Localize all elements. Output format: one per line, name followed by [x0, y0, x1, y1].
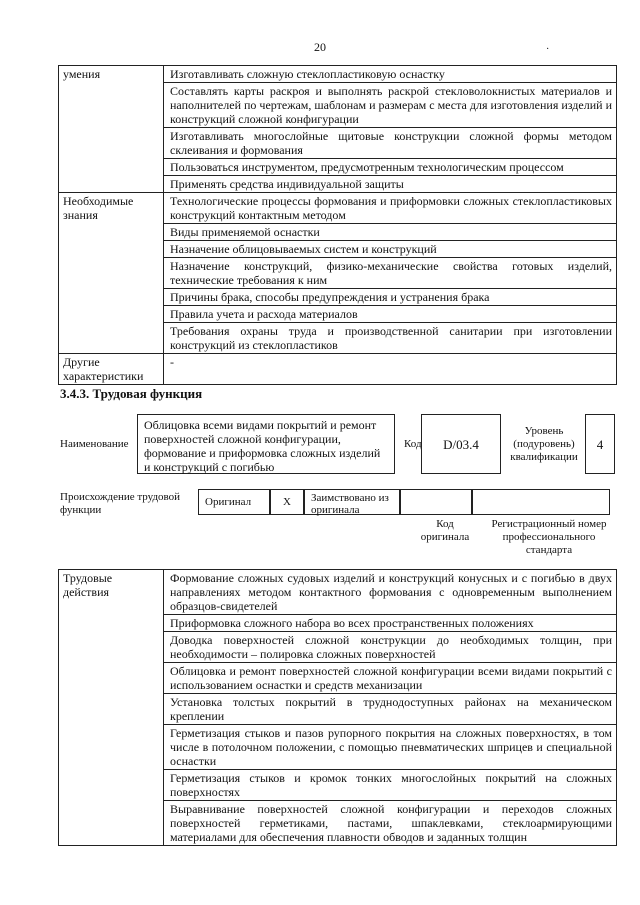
origin-mark: X — [270, 489, 304, 515]
origin-label: Происхождение трудовой функции — [60, 491, 181, 516]
row-description: Пользоваться инструментом, предусмотренным технологическим процессом — [164, 159, 617, 176]
row-description: Назначение облицовываемых систем и конструкций — [164, 241, 617, 258]
row-group-label: Необходимые знания — [59, 193, 164, 354]
row-group-label: умения — [59, 66, 164, 193]
row-description: Правила учета и расхода материалов — [164, 306, 617, 323]
function-name-label: Наименование — [60, 438, 129, 450]
row-description: Требования охраны труда и производственной санитарии при изготовлении конструкций из стеклопластиков — [164, 323, 617, 354]
row-description: Приформовка сложного набора во всех пространственных положениях — [164, 615, 617, 632]
row-description: Герметизация стыков и пазов рупорного покрытия на сложных поверхностях, в том числе в потолочном положении, с помощью пневматических шприцев и специальной оснастки — [164, 725, 617, 770]
function-level-label: Уровень (подуровень) квалификации — [510, 425, 578, 463]
function-code: D/03.4 — [421, 414, 501, 474]
table-row — [59, 193, 617, 224]
actions-table — [58, 569, 617, 846]
function-name: Облицовка всеми видами покрытий и ремонт поверхностей сложной конфигурации, формование и приформовка сложных изделий и конструкций с погибью — [137, 414, 395, 474]
row-description: Технологические процессы формования и приформовки сложных стеклопластиковых конструкций контактным методом — [164, 193, 617, 224]
origin-reg-caption: Регистрационный номер профессионального стандарта — [491, 518, 607, 556]
row-description: Герметизация стыков и кромок тонких многослойных покрытий на сложных поверхностях — [164, 770, 617, 801]
table-row — [59, 354, 617, 385]
origin-row — [198, 489, 610, 515]
page-mark: · — [546, 44, 550, 55]
row-group-label: Другие характеристики — [59, 354, 164, 385]
function-level: 4 — [585, 414, 615, 474]
row-description: Изготавливать сложную стеклопластиковую оснастку — [164, 66, 617, 83]
section-title: 3.4.3. Трудовая функция — [60, 386, 203, 401]
table-row — [59, 66, 617, 83]
row-description: Применять средства индивидуальной защиты — [164, 176, 617, 193]
row-description: Изготавливать многослойные щитовые конструкции сложной формы методом склеивания и формования — [164, 128, 617, 159]
row-description: Доводка поверхностей сложной конструкции до необходимых толщин, при необходимости – полировка сложных поверхностей — [164, 632, 617, 663]
row-description: Выравнивание поверхностей сложной конфигурации и переходов сложных поверхностей герметиками, пастами, шпаклевками, стеклоармирующими материалами для обеспечения плавности обводов и заданных толщин — [164, 801, 617, 846]
row-description: Причины брака, способы предупреждения и устранения брака — [164, 289, 617, 306]
row-description: Облицовка и ремонт поверхностей сложной конфигурации всеми видами покрытий с использованием оснастки и средств механизации — [164, 663, 617, 694]
page-number: 20 — [314, 40, 326, 54]
row-description: Формование сложных судовых изделий и конструкций конусных и с погибью в двух направлениях методом контактного формования с одновременным выполнением образцов-свидетелей — [164, 570, 617, 615]
origin-original: Оригинал — [198, 489, 270, 515]
row-description: Установка толстых покрытий в труднодоступных районах на механическом креплении — [164, 694, 617, 725]
table-row — [59, 570, 617, 615]
function-code-label: Код — [404, 438, 422, 450]
row-description: Назначение конструкций, физико-механические свойства готовых изделий, технические требования к ним — [164, 258, 617, 289]
origin-borrowed: Заимствовано из оригинала — [304, 489, 400, 515]
row-description: Составлять карты раскроя и выполнять раскрой стекловолокнистых материалов и наполнителей по чертежам, шаблонам и размерам с места для изготовления изделий и конструкций сложной конфигурации — [164, 83, 617, 128]
row-description: - — [164, 354, 617, 385]
origin-reg-cell — [472, 489, 610, 515]
origin-code-caption: Код оригинала — [420, 518, 470, 543]
origin-code-cell — [400, 489, 472, 515]
skills-knowledge-table — [58, 65, 617, 385]
row-description: Виды применяемой оснастки — [164, 224, 617, 241]
row-group-label: Трудовые действия — [59, 570, 164, 846]
